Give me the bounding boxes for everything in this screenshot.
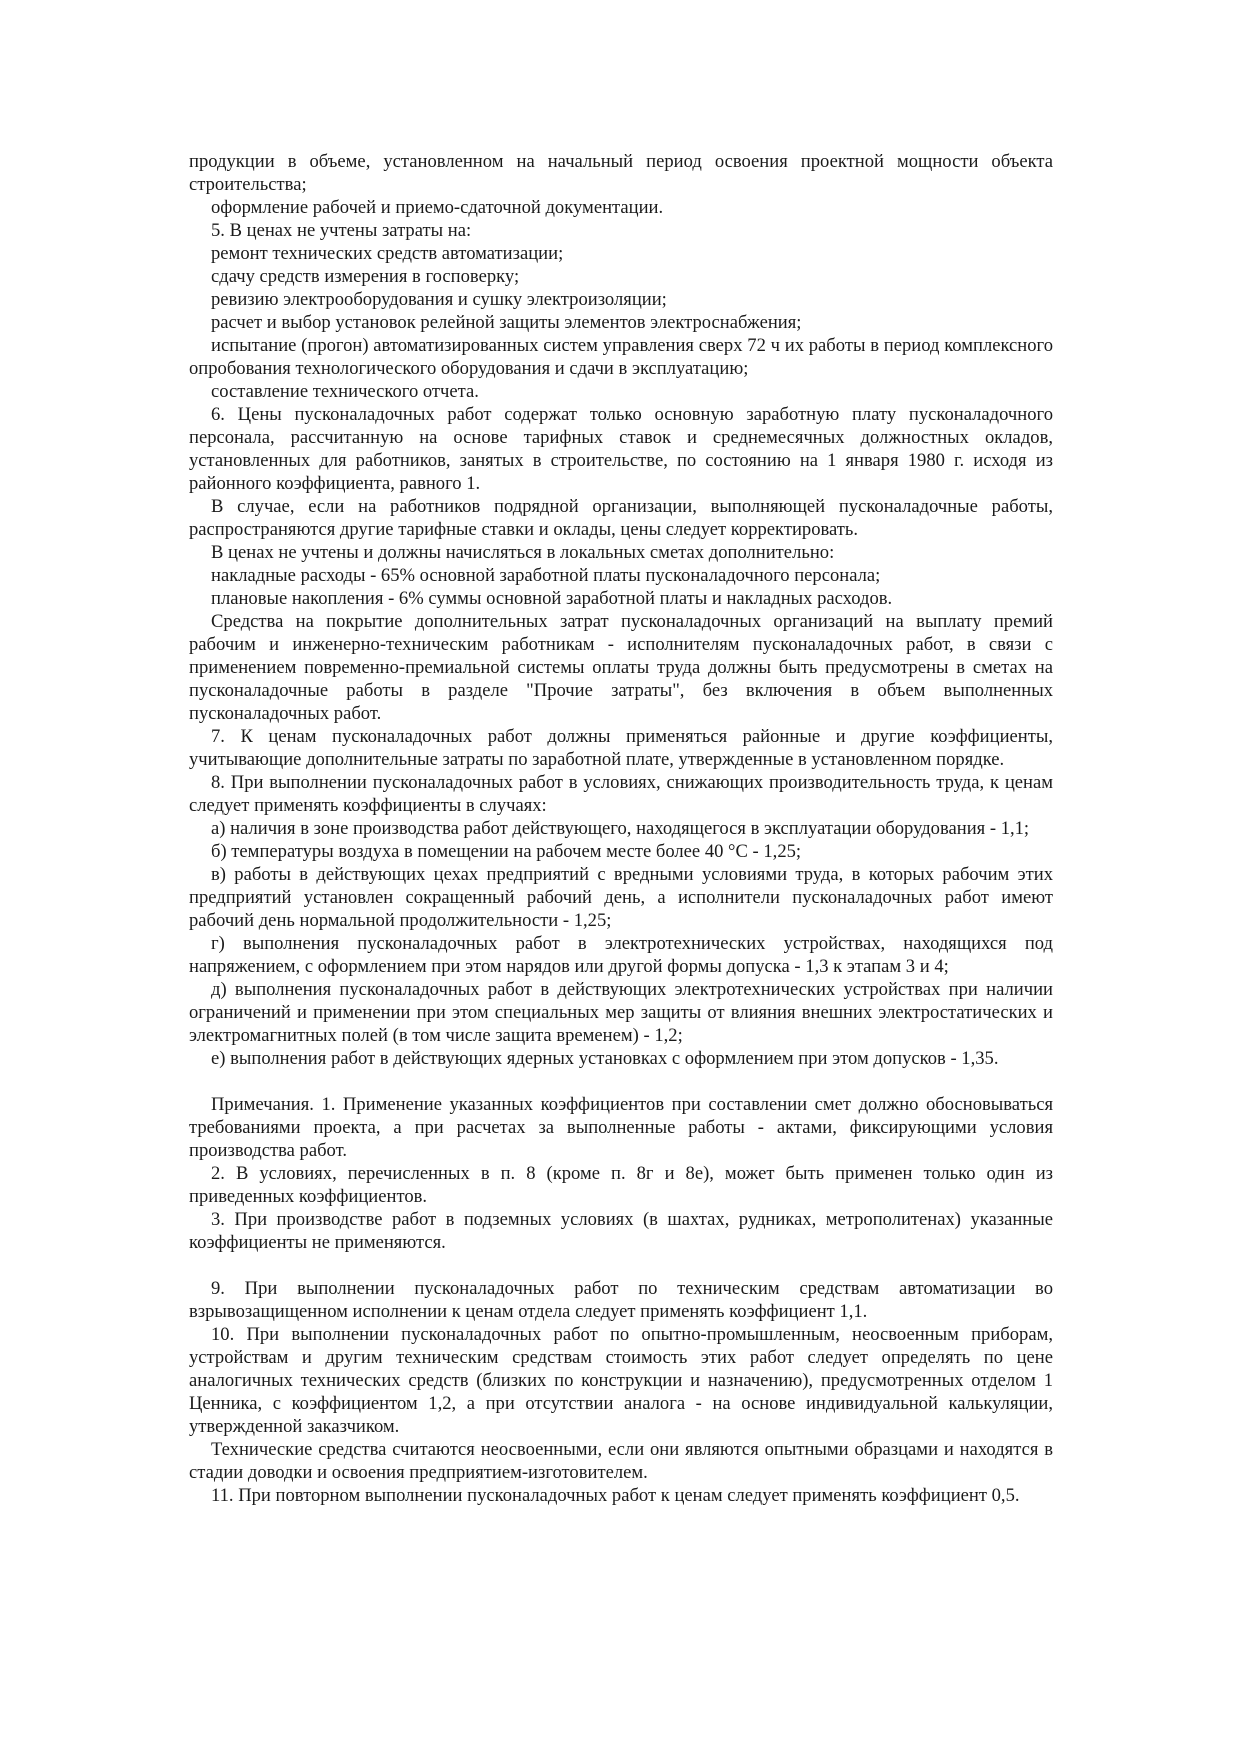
- paragraph: 11. При повторном выполнении пусконаладочных работ к ценам следует применять коэффициент 0,5.: [211, 1485, 1020, 1506]
- paragraph: сдачу средств измерения в госповерку;: [211, 266, 520, 287]
- document-page: [189, 150, 1053, 1507]
- paragraph: оформление рабочей и приемо-сдаточной документации.: [211, 197, 664, 218]
- paragraph: составление технического отчета.: [211, 381, 479, 402]
- paragraph: д) выполнения пусконаладочных работ в действующих электротехнических устройствах при наличии ограничений и применении при этом специальных мер защиты от влияния внешних электростатических и электромагнитных полей (в том числе защита временем) - 1,2;: [189, 979, 1053, 1046]
- paragraph: е) выполнения работ в действующих ядерных установках с оформлением при этом допусков - 1,35.: [211, 1048, 999, 1069]
- paragraph: Технические средства считаются неосвоенными, если они являются опытными образцами и находятся в стадии доводки и освоения предприятием-изготовителем.: [189, 1439, 1053, 1483]
- paragraph: 5. В ценах не учтены затраты на:: [211, 220, 472, 241]
- paragraph: В ценах не учтены и должны начисляться в локальных сметах дополнительно:: [211, 542, 835, 563]
- paragraph-spacer: [189, 1070, 1053, 1093]
- paragraph: расчет и выбор установок релейной защиты элементов электроснабжения;: [211, 312, 802, 333]
- paragraph: 3. При производстве работ в подземных условиях (в шахтах, рудниках, метрополитенах) указанные коэффициенты не применяются.: [189, 1209, 1053, 1253]
- paragraph: В случае, если на работников подрядной организации, выполняющей пусконаладочные работы, распространяются другие тарифные ставки и оклады, цены следует корректировать.: [189, 496, 1053, 540]
- paragraph: 2. В условиях, перечисленных в п. 8 (кроме п. 8г и 8е), может быть применен только один из приведенных коэффициентов.: [189, 1163, 1053, 1207]
- paragraph: накладные расходы - 65% основной заработной платы пусконаладочного персонала;: [211, 565, 881, 586]
- paragraph: испытание (прогон) автоматизированных систем управления сверх 72 ч их работы в период комплексного опробования технологического оборудования и сдачи в эксплуатацию;: [189, 335, 1053, 379]
- paragraph: б) температуры воздуха в помещении на рабочем месте более 40 °С - 1,25;: [211, 841, 802, 862]
- paragraph: ремонт технических средств автоматизации;: [211, 243, 564, 264]
- paragraph: плановые накопления - 6% суммы основной заработной платы и накладных расходов.: [211, 588, 893, 609]
- paragraph: г) выполнения пусконаладочных работ в электротехнических устройствах, находящихся под напряжением, с оформлением при этом нарядов или другой формы допуска - 1,3 к этапам 3 и 4;: [189, 933, 1053, 977]
- paragraph: продукции в объеме, установленном на начальный период освоения проектной мощности объекта строительства;: [189, 151, 1053, 195]
- paragraph: 8. При выполнении пусконаладочных работ в условиях, снижающих производительность труда, к ценам следует применять коэффициенты в случаях:: [189, 772, 1053, 816]
- paragraph: а) наличия в зоне производства работ действующего, находящегося в эксплуатации оборудования - 1,1;: [211, 818, 1030, 839]
- paragraph: Средства на покрытие дополнительных затрат пусконаладочных организаций на выплату премий рабочим и инженерно-техническим работникам - исполнителям пусконаладочных работ, в связи с применением повременно-премиальной системы оплаты труда должны быть предусмотрены в сметах на пусконаладочные работы в разделе "Прочие затраты", без включения в объем выполненных пусконаладочных работ.: [189, 611, 1053, 724]
- paragraph: Примечания. 1. Применение указанных коэффициентов при составлении смет должно обосновываться требованиями проекта, а при расчетах за выполненные работы - актами, фиксирующими условия производства работ.: [189, 1094, 1053, 1161]
- paragraph: 9. При выполнении пусконаладочных работ по техническим средствам автоматизации во взрывозащищенном исполнении к ценам отдела следует применять коэффициент 1,1.: [189, 1278, 1053, 1322]
- paragraph: 7. К ценам пусконаладочных работ должны применяться районные и другие коэффициенты, учитывающие дополнительные затраты по заработной плате, утвержденные в установленном порядке.: [189, 726, 1053, 770]
- paragraph: 10. При выполнении пусконаладочных работ по опытно-промышленным, неосвоенным приборам, устройствам и другим техническим средствам стоимость этих работ следует определять по цене аналогичных технических средств (близких по конструкции и назначению), предусмотренных отделом 1 Ценника, с коэффициентом 1,2, а при отсутствии аналога - на основе индивидуальной калькуляции, утвержденной заказчиком.: [189, 1324, 1053, 1437]
- paragraph: ревизию электрооборудования и сушку электроизоляции;: [211, 289, 667, 310]
- paragraph: 6. Цены пусконаладочных работ содержат только основную заработную плату пусконаладочного персонала, рассчитанную на основе тарифных ставок и среднемесячных должностных окладов, установленных для работников, занятых в строительстве, по состоянию на 1 января 1980 г. исходя из районного коэффициента, равного 1.: [189, 404, 1053, 494]
- paragraph-spacer: [189, 1254, 1053, 1277]
- paragraph: в) работы в действующих цехах предприятий с вредными условиями труда, в которых рабочим этих предприятий установлен сокращенный рабочий день, а исполнители пусконаладочных работ имеют рабочий день нормальной продолжительности - 1,25;: [189, 864, 1053, 931]
